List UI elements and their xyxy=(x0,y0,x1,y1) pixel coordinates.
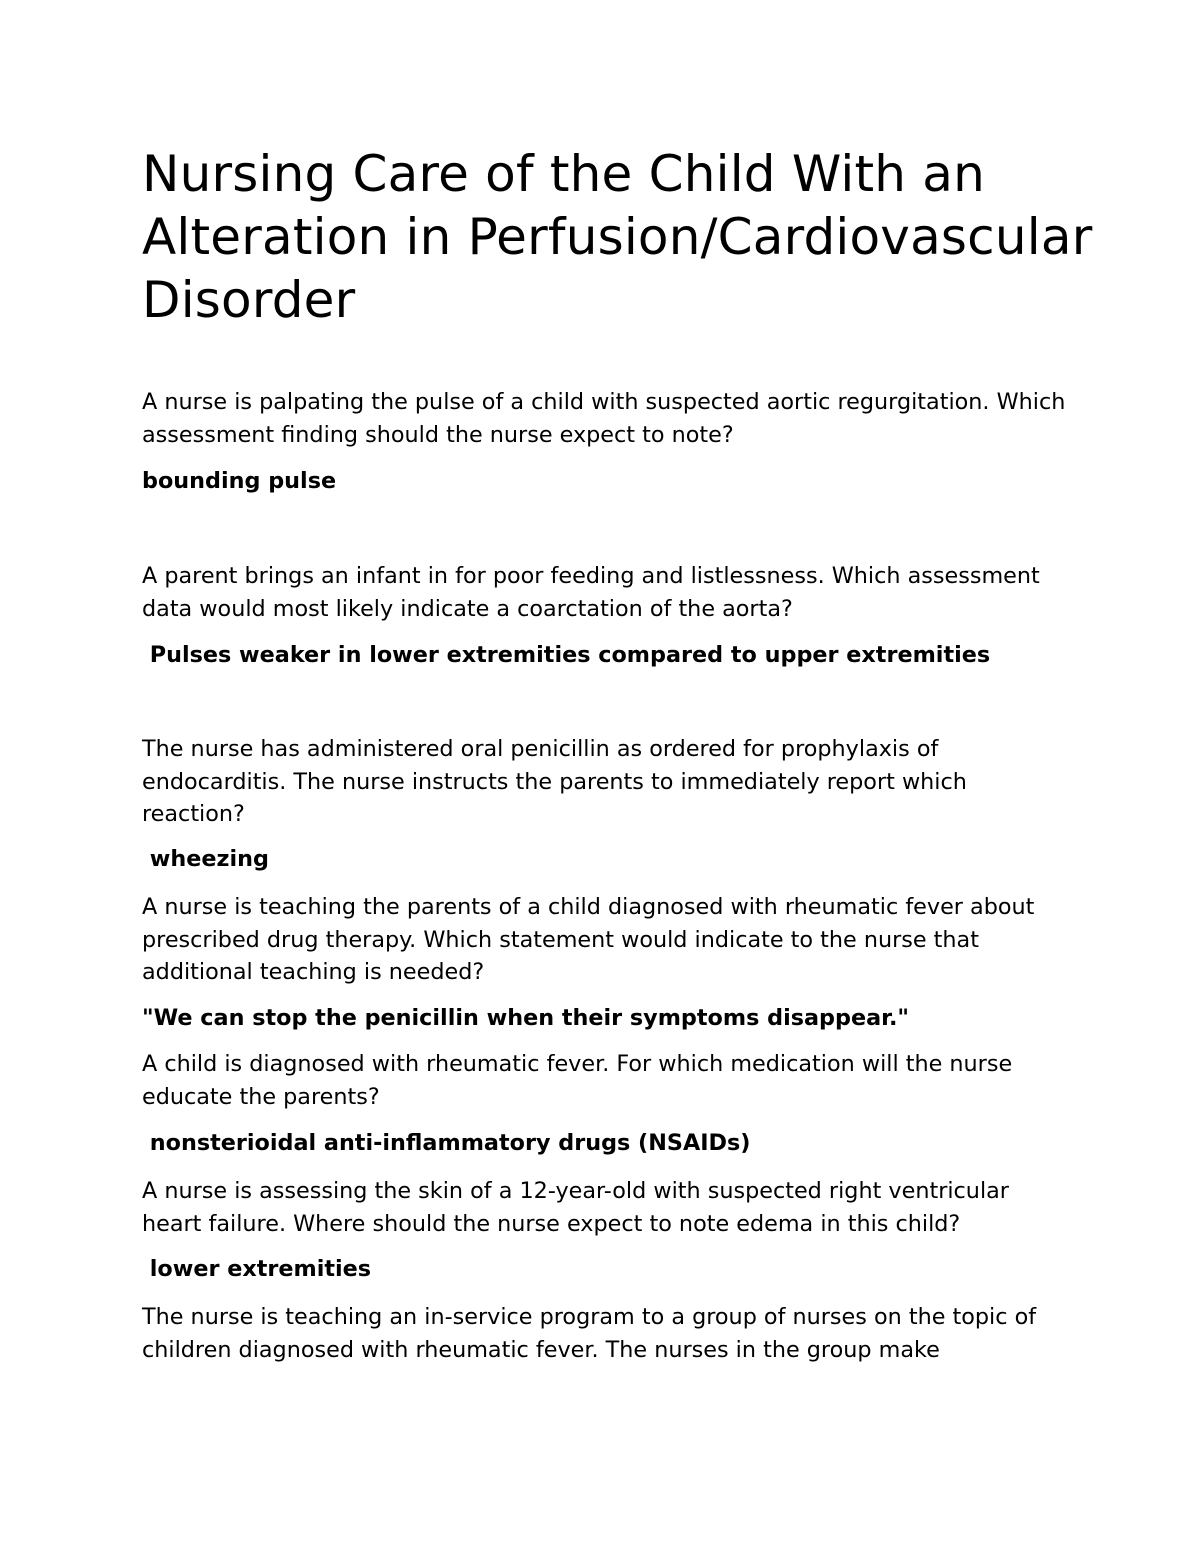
question-5: A child is diagnosed with rheumatic fever. For which medication will the nurse educate the parents? xyxy=(142,1051,1013,1110)
question-4: A nurse is teaching the parents of a child diagnosed with rheumatic fever about prescribed drug therapy. Which statement would indicate to the nurse that additional teaching is needed? xyxy=(142,894,1035,985)
answer-1: bounding pulse xyxy=(142,468,337,494)
question-7: The nurse is teaching an in-service program to a group of nurses on the topic of children diagnosed with rheumatic fever. The nurses in the group make xyxy=(142,1304,1037,1363)
question-6: A nurse is assessing the skin of a 12-year-old with suspected right ventricular heart failure. Where should the nurse expect to note edema in this child? xyxy=(142,1178,1009,1237)
question-1: A nurse is palpating the pulse of a child with suspected aortic regurgitation. Which assessment finding should the nurse expect to note? xyxy=(142,389,1066,448)
answer-3: wheezing xyxy=(142,846,269,872)
answer-5: nonsterioidal anti-inflammatory drugs (NSAIDs) xyxy=(142,1130,751,1156)
answer-4: "We can stop the penicillin when their symptoms disappear." xyxy=(142,1005,910,1031)
document-title: Nursing Care of the Child With an Alteration in Perfusion/Cardiovascular Disorder xyxy=(142,145,1093,329)
question-2: A parent brings an infant in for poor feeding and listlessness. Which assessment data would most likely indicate a coarctation of the aorta? xyxy=(142,563,1040,622)
question-3: The nurse has administered oral penicillin as ordered for prophylaxis of endocarditis. The nurse instructs the parents to immediately report which reaction? xyxy=(142,736,967,827)
answer-6: lower extremities xyxy=(142,1256,372,1282)
answer-2: Pulses weaker in lower extremities compared to upper extremities xyxy=(142,642,991,668)
